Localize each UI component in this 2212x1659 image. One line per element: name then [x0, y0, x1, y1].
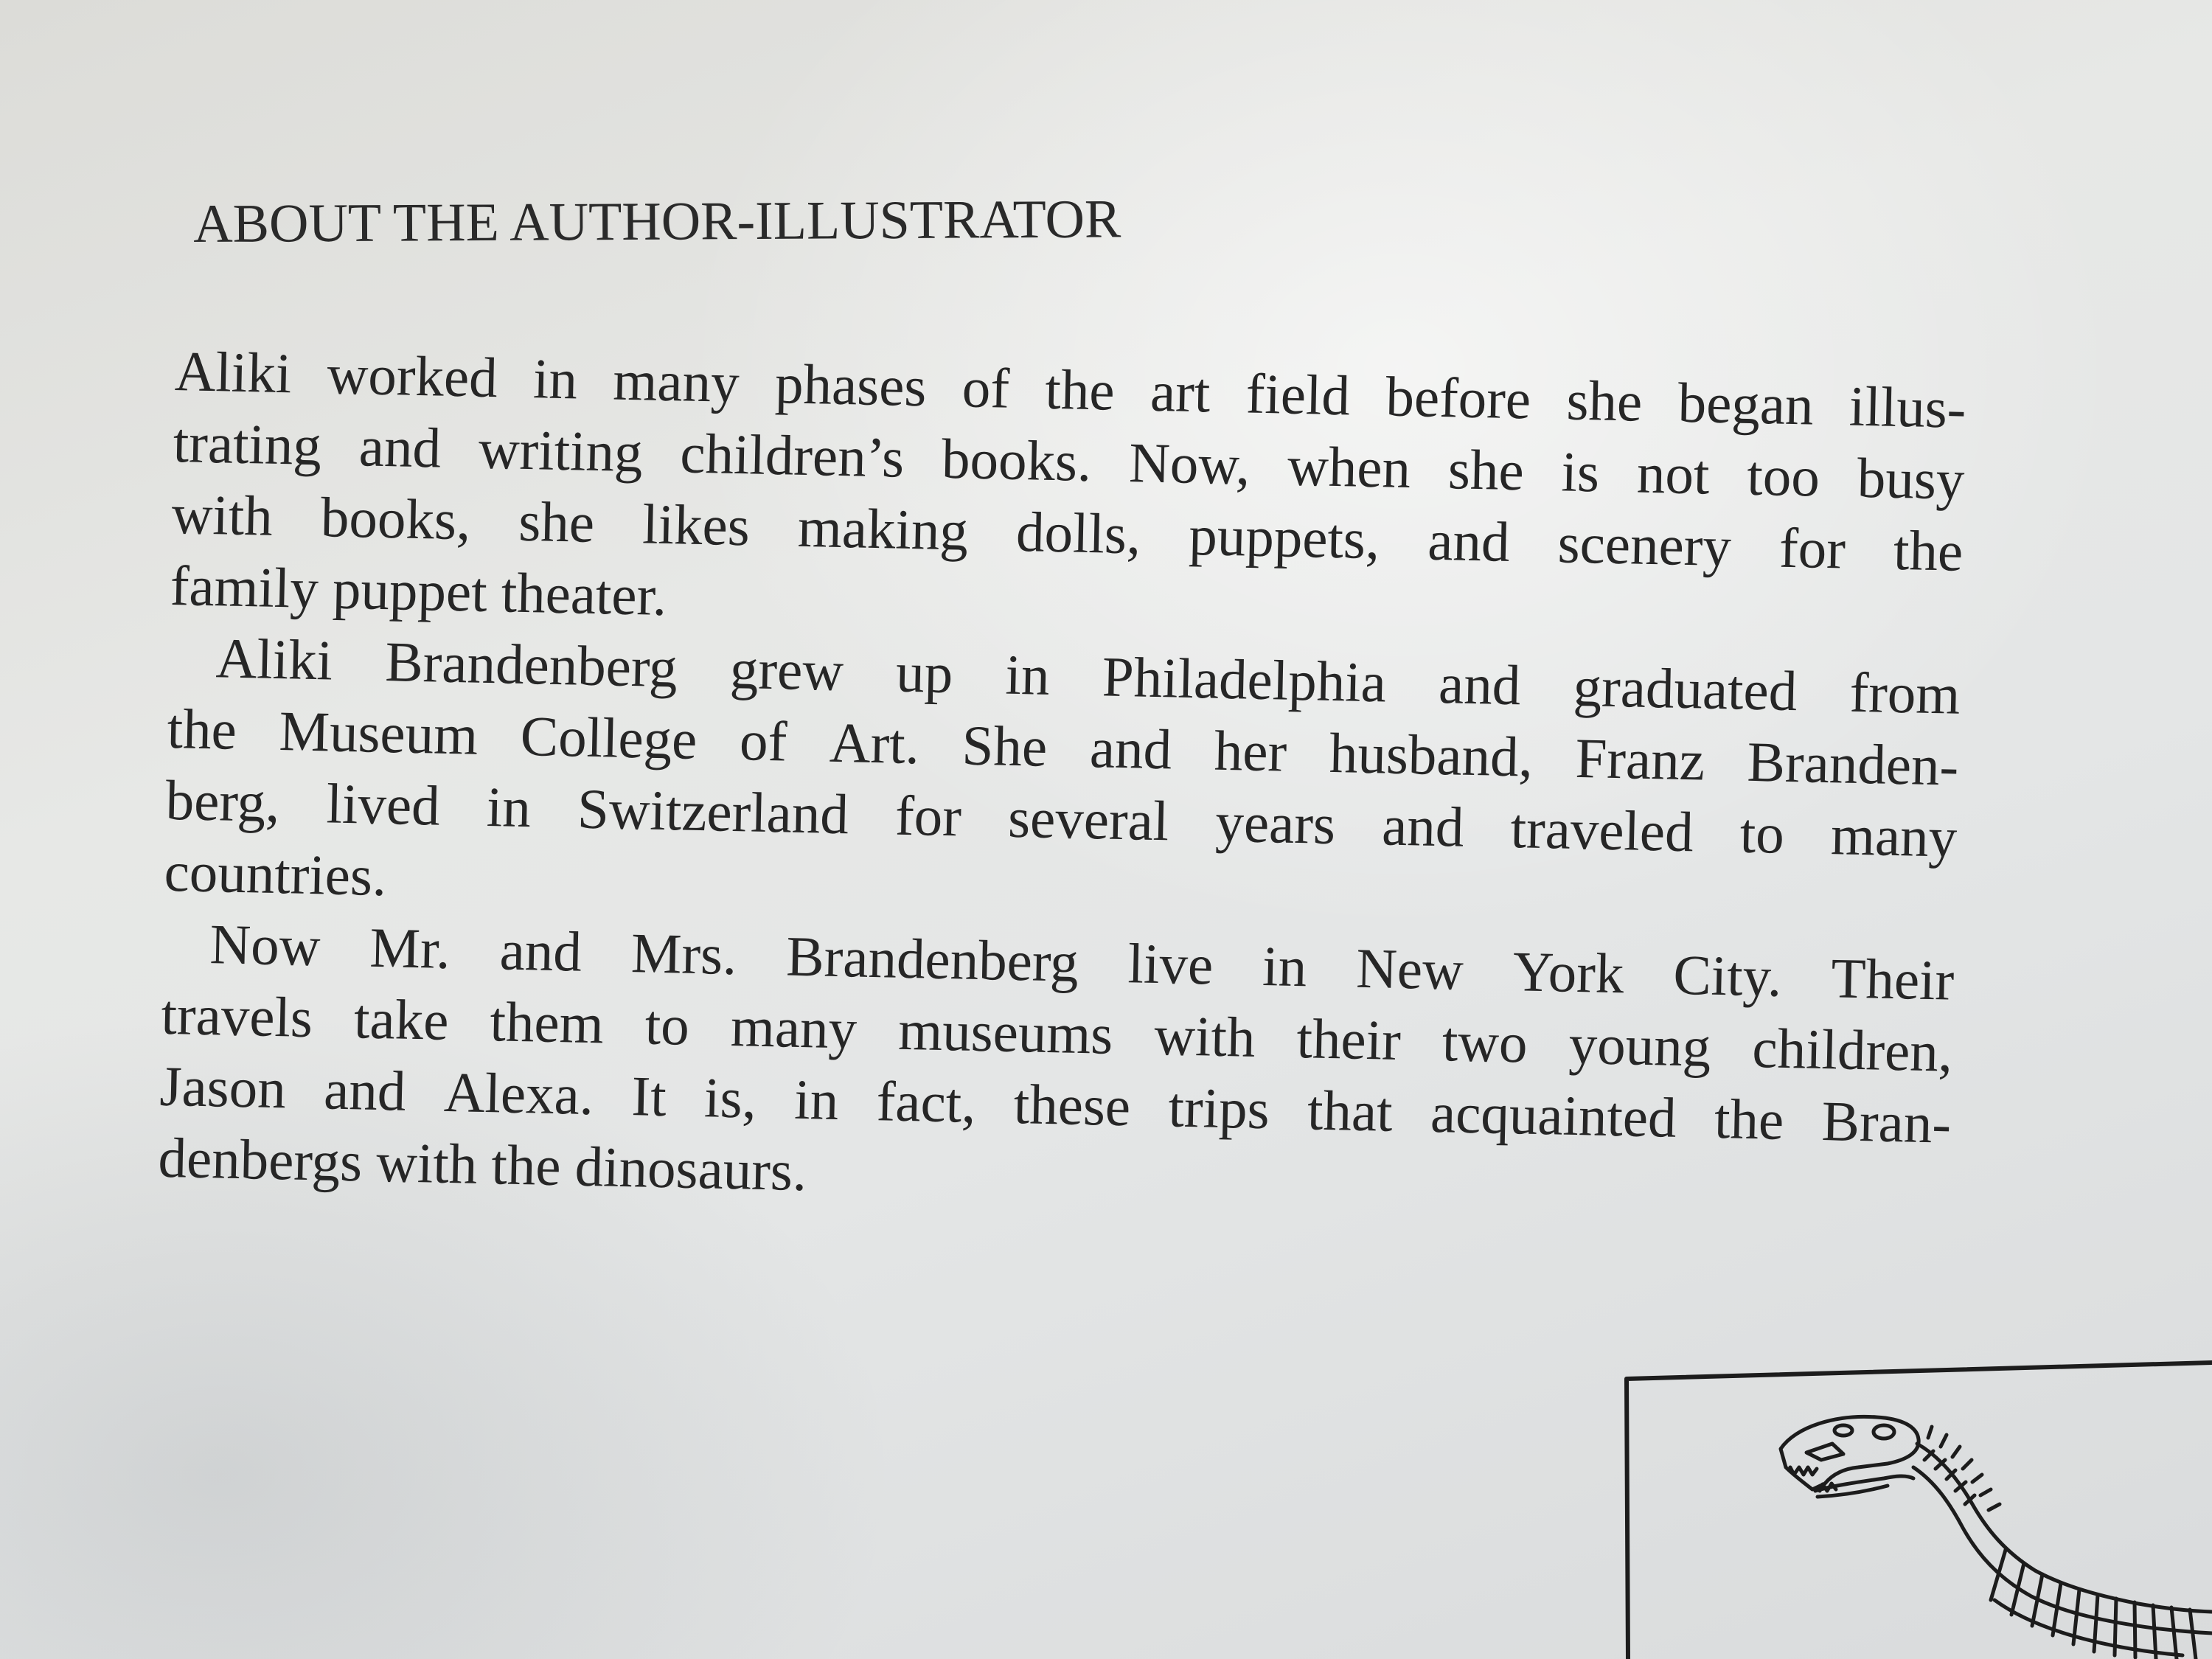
text-line: denbergs with the dinosaurs. [157, 1125, 808, 1203]
text-line: trating and writing children’s books. Now, when she is not too busy [173, 410, 1966, 512]
text-line: berg, lived in Switzerland for several years and traveled to many [164, 768, 1958, 869]
text-line: Aliki worked in many phases of the art field before she began illus- [174, 338, 1967, 440]
text-line: the Museum College of Art. She and her husband, Franz Branden- [166, 696, 1960, 798]
dinosaur-skeleton-icon [1622, 1357, 2212, 1659]
author-bio [158, 335, 1967, 1231]
text-line: family puppet theater. [170, 553, 668, 628]
text-line: with books, she likes making dolls, puppets, and scenery for the [171, 481, 1964, 583]
page-heading: ABOUT THE AUTHOR-ILLUSTRATOR [193, 189, 1121, 254]
text-line: travels take them to many museums with their two young children, [160, 982, 1953, 1084]
text-line: Now Mr. and Mrs. Brandenberg live in New York City. Their [209, 912, 1955, 1012]
text-line: Jason and Alexa. It is, in fact, these trips that acquainted the Bran- [159, 1054, 1952, 1155]
text-line: countries. [163, 839, 388, 908]
text-line: Aliki Brandenberg grew up in Philadelphia and graduated from [215, 626, 1961, 726]
